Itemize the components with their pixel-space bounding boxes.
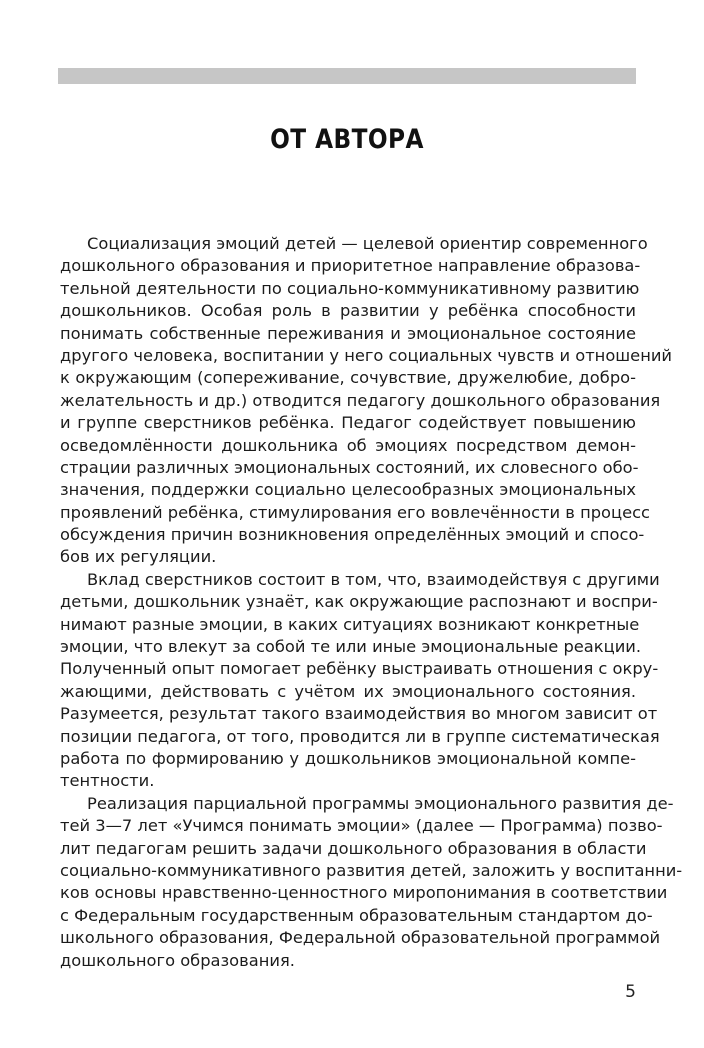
text-line: тентности.	[60, 771, 155, 791]
text-line: обсуждения причин возникновения определённых эмоций и спосо-	[60, 525, 645, 545]
text-line: бов их регуляции.	[60, 547, 217, 567]
text-line: лит педагогам решить задачи дошкольного образования в области	[60, 838, 647, 858]
text-line: дошкольного образования и приоритетное направление образова-	[60, 256, 641, 276]
text-line: тельной деятельности по социально-коммуникативному развитию	[60, 278, 640, 298]
text-line: работа по формированию у дошкольников эмоциональной компе-	[60, 748, 636, 768]
text-line: тей 3—7 лет «Учимся понимать эмоции» (далее — Программа) позво-	[60, 816, 663, 836]
paragraph-3	[60, 793, 683, 972]
text-line: к окружающим (сопереживание, сочувствие, дружелюбие, добро-	[60, 368, 636, 388]
text-line: дошкольного образования.	[60, 950, 295, 970]
text-line: и группе сверстников ребёнка. Педагог содействует повышению	[60, 413, 636, 433]
text-line: социально-коммуникативного развития детей, заложить у воспитанни-	[60, 860, 683, 880]
text-line: страции различных эмоциональных состояний, их словесного обо-	[60, 457, 639, 477]
text-line: Разумеется, результат такого взаимодействия во многом зависит от	[60, 704, 658, 724]
body-text	[60, 233, 683, 972]
text-line: дошкольников. Особая роль в развитии у ребёнка способности	[60, 301, 636, 321]
paragraph-1	[60, 233, 673, 569]
text-line: Полученный опыт помогает ребёнку выстраивать отношения с окру-	[60, 659, 659, 679]
header-rule	[58, 68, 636, 84]
text-line: жающими, действовать с учётом их эмоционального состояния.	[60, 681, 636, 701]
page-number: 5	[625, 982, 636, 1002]
text-line: осведомлённости дошкольника об эмоциях посредством демон-	[60, 435, 636, 455]
text-line: Реализация парциальной программы эмоционального развития де-	[87, 793, 674, 813]
text-line: детьми, дошкольник узнаёт, как окружающие распознают и воспри-	[60, 592, 658, 612]
paragraph-2	[60, 569, 660, 793]
text-line: Социализация эмоций детей — целевой ориентир современного	[87, 234, 648, 253]
text-line: понимать собственные переживания и эмоциональное состояние	[60, 323, 636, 343]
text-line: Вклад сверстников состоит в том, что, взаимодействуя с другими	[87, 569, 660, 589]
text-line: проявлений ребёнка, стимулирования его вовлечённости в процесс	[60, 502, 651, 522]
text-line: нимают разные эмоции, в каких ситуациях возникают конкретные	[60, 614, 640, 634]
text-line: ков основы нравственно-ценностного миропонимания в соответствии	[60, 883, 668, 903]
page-title: ОТ АВТОРА	[270, 124, 424, 155]
text-line: эмоции, что влекут за собой те или иные эмоциональные реакции.	[60, 637, 642, 657]
text-line: значения, поддержки социально целесообразных эмоциональных	[60, 480, 636, 500]
text-line: желательность и др.) отводится педагогу дошкольного образования	[60, 390, 661, 410]
text-line: с Федеральным государственным образовательным стандартом до-	[60, 905, 653, 925]
text-line: позиции педагога, от того, проводится ли в группе систематическая	[60, 726, 660, 746]
text-line: другого человека, воспитании у него социальных чувств и отношений	[60, 345, 673, 365]
text-line: школьного образования, Федеральной образовательной программой	[60, 928, 661, 948]
